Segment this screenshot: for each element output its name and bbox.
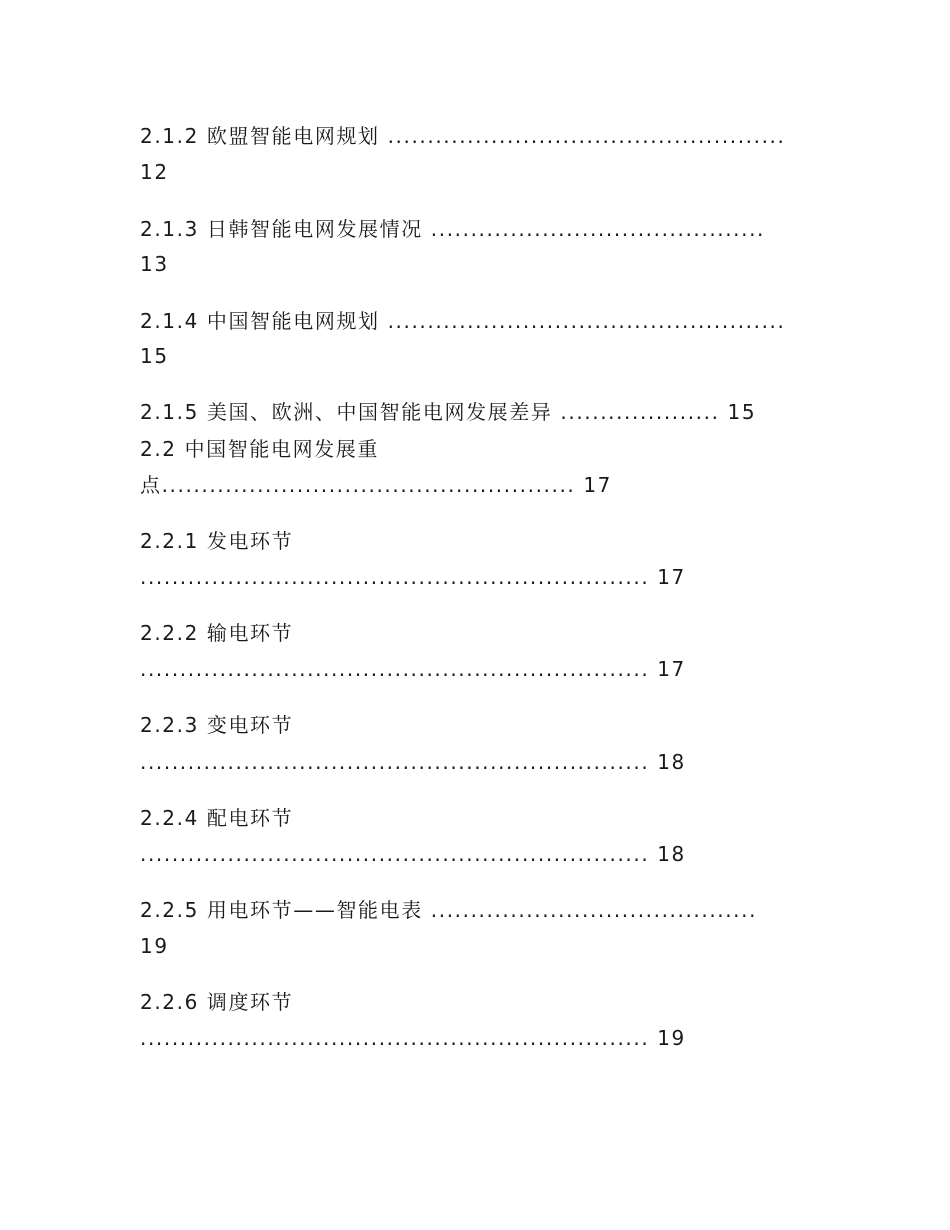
toc-entry-2-2-page[interactable]: 点.................................................... 17 [140, 473, 612, 497]
toc-entry-2-2-2-title[interactable]: 2.2.2 输电环节 [140, 621, 294, 645]
toc-entry-2-2-1-title[interactable]: 2.2.1 发电环节 [140, 529, 294, 553]
toc-entry-2-2-6-page[interactable]: ................................................................ 19 [140, 1026, 686, 1050]
toc-entry-2-2-4-page[interactable]: ................................................................ 18 [140, 842, 686, 866]
toc-entry-2-2-6-title[interactable]: 2.2.6 调度环节 [140, 990, 294, 1014]
toc-entry-2-1-4-page[interactable]: 15 [140, 344, 169, 368]
toc-entry-2-1-2-page[interactable]: 12 [140, 160, 169, 184]
toc-entry-2-2-3-title[interactable]: 2.2.3 变电环节 [140, 713, 294, 737]
toc-entry-2-2-1-page[interactable]: ................................................................ 17 [140, 565, 686, 589]
toc-entry-2-1-5[interactable]: 2.1.5 美国、欧洲、中国智能电网发展差异 .................... 15 [140, 400, 757, 424]
toc-entry-2-2-2-page[interactable]: ................................................................ 17 [140, 657, 686, 681]
toc-entry-2-1-2-title[interactable]: 2.1.2 欧盟智能电网规划 .................................................. [140, 124, 786, 148]
toc-entry-2-1-4-title[interactable]: 2.1.4 中国智能电网规划 .................................................. [140, 309, 786, 333]
toc-entry-2-1-3-page[interactable]: 13 [140, 252, 169, 276]
toc-entry-2-2-5-title[interactable]: 2.2.5 用电环节——智能电表 ......................................... [140, 898, 758, 922]
toc-entry-2-2-3-page[interactable]: ................................................................ 18 [140, 750, 686, 774]
toc-entry-2-2-4-title[interactable]: 2.2.4 配电环节 [140, 806, 294, 830]
toc-entry-2-1-3-title[interactable]: 2.1.3 日韩智能电网发展情况 .......................................... [140, 217, 766, 241]
toc-entry-2-2-title[interactable]: 2.2 中国智能电网发展重 [140, 437, 379, 461]
toc-entry-2-2-5-page[interactable]: 19 [140, 934, 169, 958]
